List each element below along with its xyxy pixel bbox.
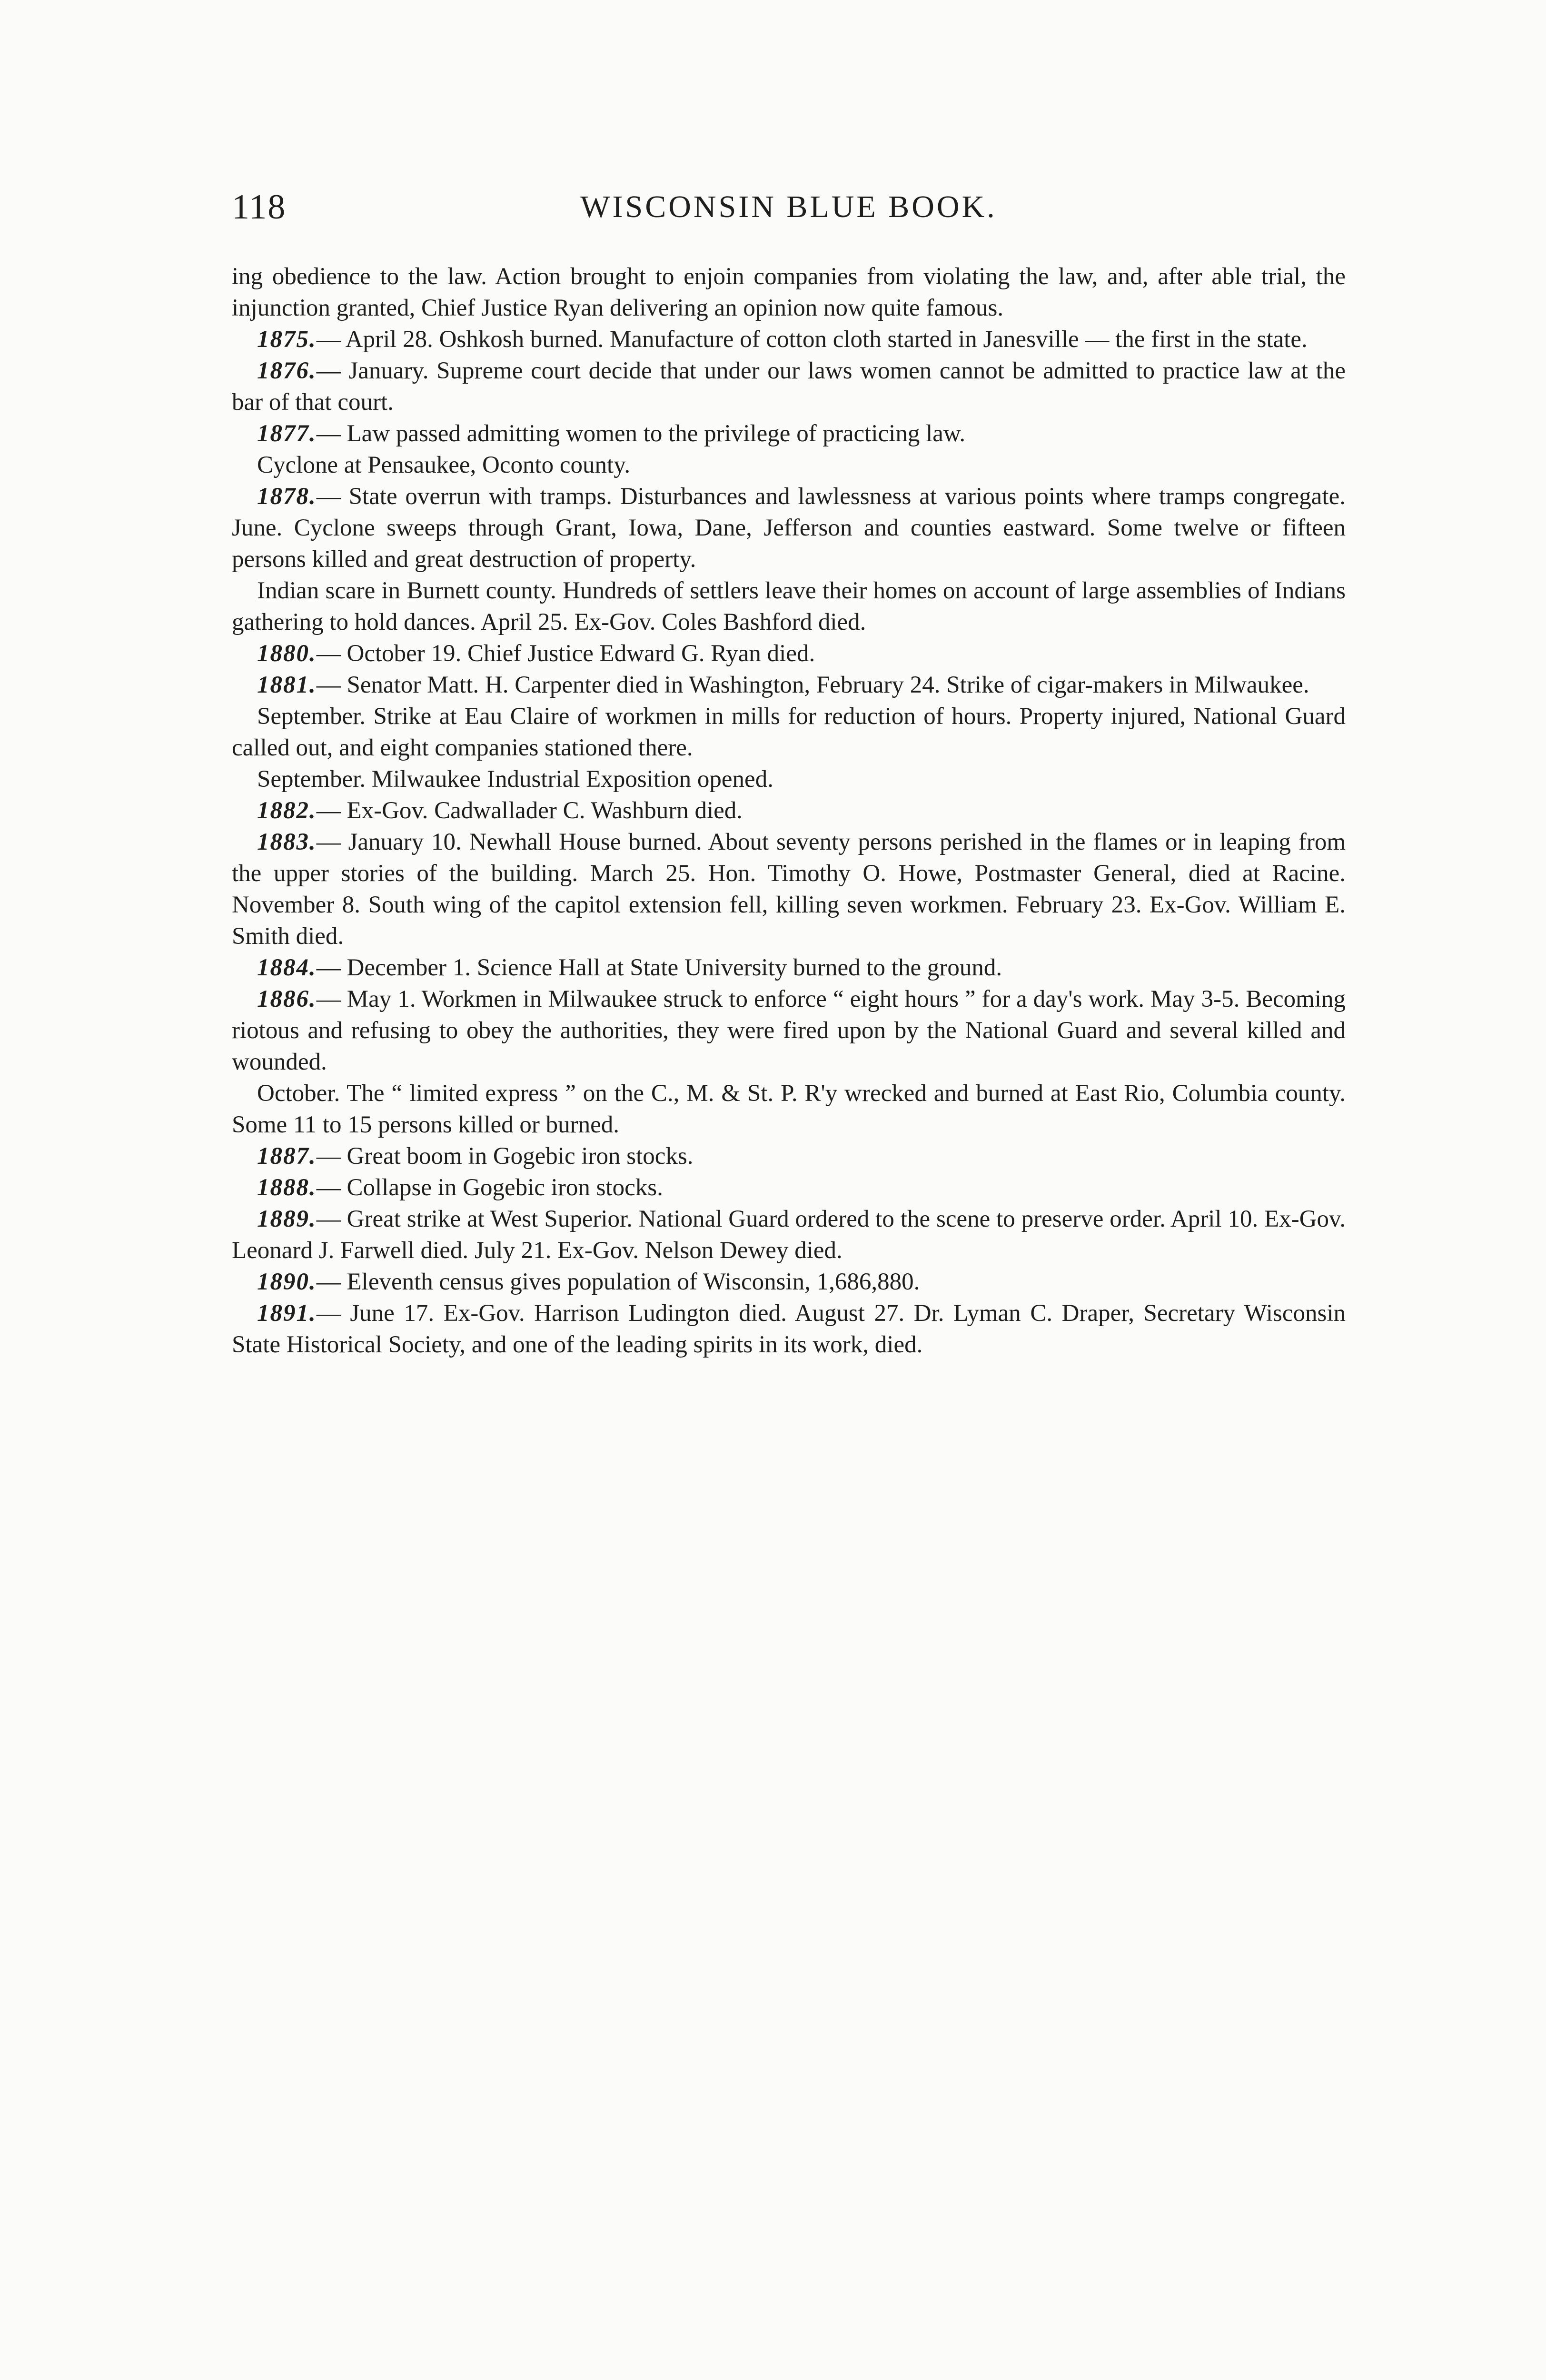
chronology-paragraph <box>232 575 1346 638</box>
entry-text: September. Strike at Eau Claire of workmen in mills for reduction of hours. Property injured, National Guard called out, and eight companies stationed there. <box>232 703 1346 761</box>
year-label: 1881. <box>257 672 317 698</box>
year-label: 1880. <box>257 640 317 667</box>
entry-text: — Eleventh census gives population of Wisconsin, 1,686,880. <box>316 1269 920 1295</box>
entry-text: October. The “ limited express ” on the C., M. & St. P. R'y wrecked and burned at East Rio, Columbia county. Some 11 to 15 persons killed or burned. <box>232 1080 1346 1138</box>
entry-text: Cyclone at Pensaukee, Oconto county. <box>257 452 631 478</box>
chronology-paragraph <box>232 449 1346 481</box>
chronology-paragraph <box>232 952 1346 983</box>
entry-text: — Collapse in Gogebic iron stocks. <box>316 1174 663 1201</box>
page-header <box>232 183 1346 231</box>
chronology-paragraph <box>232 1172 1346 1203</box>
entry-text: — State overrun with tramps. Disturbances and lawlessness at various points where tramps congregate. June. Cyclone sweeps through Grant, Iowa, Dane, Jefferson and counties eastward. Some twelve or fifteen persons killed and great destruction of property. <box>232 483 1346 573</box>
chronology-paragraph <box>232 1203 1346 1266</box>
chronology-paragraph <box>232 1140 1346 1172</box>
year-label: 1888. <box>257 1174 317 1201</box>
entry-text: — Great strike at West Superior. National Guard ordered to the scene to preserve order. April 10. Ex-Gov. Leonard J. Farwell died. July 21. Ex-Gov. Nelson Dewey died. <box>232 1206 1346 1264</box>
page-number: 118 <box>232 188 287 227</box>
entry-text: ing obedience to the law. Action brought to enjoin companies from violating the law, and, after able trial, the injunction granted, Chief Justice Ryan delivering an opinion now quite famous. <box>232 263 1346 321</box>
entry-text: — December 1. Science Hall at State University burned to the ground. <box>316 954 1002 981</box>
entry-text: — Senator Matt. H. Carpenter died in Washington, February 24. Strike of cigar-makers in Milwaukee. <box>316 672 1309 698</box>
entry-text: Indian scare in Burnett county. Hundreds of settlers leave their homes on account of large assemblies of Indians gathering to hold dances. April 25. Ex-Gov. Coles Bashford died. <box>232 577 1346 635</box>
year-label: 1875. <box>257 326 317 353</box>
year-label: 1886. <box>257 986 317 1012</box>
chronology-text <box>232 261 1346 1360</box>
chronology-paragraph <box>232 826 1346 952</box>
year-label: 1878. <box>257 483 317 510</box>
chronology-paragraph <box>232 481 1346 575</box>
chronology-paragraph <box>232 418 1346 449</box>
chronology-paragraph <box>232 638 1346 669</box>
year-label: 1882. <box>257 797 317 824</box>
entry-text: — Ex-Gov. Cadwallader C. Washburn died. <box>316 797 743 824</box>
chronology-paragraph <box>232 701 1346 764</box>
year-label: 1876. <box>257 357 317 384</box>
chronology-paragraph <box>232 1078 1346 1140</box>
chronology-paragraph <box>232 355 1346 418</box>
chronology-paragraph <box>232 324 1346 355</box>
running-head: WISCONSIN BLUE BOOK. <box>580 189 997 224</box>
chronology-paragraph <box>232 1266 1346 1298</box>
chronology-paragraph <box>232 795 1346 826</box>
entry-text: — May 1. Workmen in Milwaukee struck to enforce “ eight hours ” for a day's work. May 3-5. Becoming riotous and refusing to obey the authorities, they were fired upon by the National Guard and several killed and wounded. <box>232 986 1346 1075</box>
entry-text: — April 28. Oshkosh burned. Manufacture of cotton cloth started in Janesville — the first in the state. <box>316 326 1308 353</box>
chronology-paragraph <box>232 764 1346 795</box>
chronology-paragraph <box>232 261 1346 324</box>
entry-text: — Great boom in Gogebic iron stocks. <box>316 1143 694 1170</box>
chronology-paragraph <box>232 1298 1346 1360</box>
entry-text: — June 17. Ex-Gov. Harrison Ludington died. August 27. Dr. Lyman C. Draper, Secretary Wisconsin State Historical Society, and one of the leading spirits in its work, died. <box>232 1300 1346 1358</box>
year-label: 1887. <box>257 1143 317 1170</box>
year-label: 1884. <box>257 954 317 981</box>
year-label: 1877. <box>257 420 317 447</box>
year-label: 1891. <box>257 1300 317 1327</box>
year-label: 1890. <box>257 1269 317 1295</box>
entry-text: — Law passed admitting women to the privilege of practicing law. <box>316 420 966 447</box>
year-label: 1889. <box>257 1206 317 1232</box>
entry-text: September. Milwaukee Industrial Exposition opened. <box>257 766 773 793</box>
entry-text: — January. Supreme court decide that under our laws women cannot be admitted to practice law at the bar of that court. <box>232 357 1346 416</box>
chronology-paragraph <box>232 983 1346 1078</box>
entry-text: — January 10. Newhall House burned. About seventy persons perished in the flames or in leaping from the upper stories of the building. March 25. Hon. Timothy O. Howe, Postmaster General, died at Racine. November 8. South wing of the capitol extension fell, killing seven workmen. February 23. Ex-Gov. William E. Smith died. <box>232 829 1346 950</box>
chronology-paragraph <box>232 669 1346 701</box>
entry-text: — October 19. Chief Justice Edward G. Ryan died. <box>316 640 815 667</box>
year-label: 1883. <box>257 829 317 855</box>
